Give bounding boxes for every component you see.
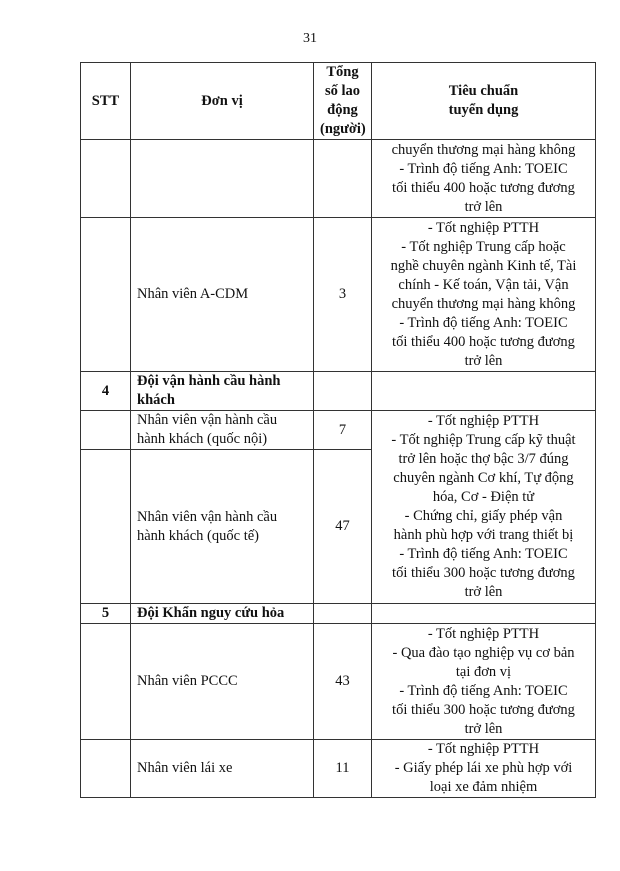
- table-header-row: [81, 63, 596, 140]
- cell-stt: [81, 411, 131, 450]
- cell-criteria: [372, 740, 596, 798]
- criteria-line: - Tốt nghiệp PTTH: [427, 413, 540, 429]
- cell-unit: Đội Khẩn nguy cứu hỏa: [131, 604, 314, 624]
- criteria-line: - Trình độ tiếng Anh: TOEIC: [399, 160, 568, 177]
- cell-unit: Nhân viên PCCC: [131, 624, 314, 740]
- criteria-line: - Chứng chỉ, giấy phép vận: [404, 508, 563, 524]
- table-row: [81, 740, 596, 798]
- criteria-line: chuyên ngành Cơ khí, Tự động: [393, 470, 574, 486]
- criteria-line: trở lên: [464, 352, 503, 369]
- criteria-line: hóa, Cơ - Điện tử: [432, 489, 535, 505]
- criteria-line: trở lên: [464, 720, 503, 737]
- table-row: [81, 140, 596, 218]
- header-criteria-line: tuyển dụng: [448, 102, 519, 118]
- cell-unit: Đội vận hành cầu hành khách: [131, 372, 314, 411]
- criteria-line: - Trình độ tiếng Anh: TOEIC: [399, 682, 568, 699]
- table-row: [81, 218, 596, 372]
- criteria-line: chuyển thương mại hàng không: [391, 295, 576, 312]
- cell-stt: 4: [81, 372, 131, 411]
- cell-count: [314, 604, 372, 624]
- criteria-line: tối thiểu 400 hoặc tương đương: [392, 179, 575, 196]
- criteria-line: nghề chuyên ngành Kinh tế, Tài: [390, 257, 577, 274]
- cell-count: 43: [314, 624, 372, 740]
- cell-unit: Nhân viên A-CDM: [131, 218, 314, 372]
- criteria-line: chính - Kế toán, Vận tải, Vận: [398, 276, 569, 293]
- criteria-line: hành phù hợp với trang thiết bị: [393, 527, 574, 543]
- header-unit: Đơn vị: [131, 63, 314, 140]
- criteria-line: - Trình độ tiếng Anh: TOEIC: [399, 546, 568, 562]
- criteria-line: tối thiểu 400 hoặc tương đương: [392, 333, 575, 350]
- cell-criteria: [372, 218, 596, 372]
- criteria-line: loại xe đảm nhiệm: [429, 779, 538, 795]
- table-row: [81, 624, 596, 740]
- criteria-line: tối thiểu 300 hoặc tương đương: [392, 701, 575, 718]
- cell-stt: [81, 450, 131, 604]
- criteria-line: - Tốt nghiệp PTTH: [427, 625, 540, 642]
- page-number: 31: [303, 31, 317, 46]
- criteria-line: tối thiểu 300 hoặc tương đương: [392, 565, 575, 581]
- cell-criteria: [372, 411, 596, 604]
- cell-count: [314, 140, 372, 218]
- cell-stt: [81, 218, 131, 372]
- cell-count: 7: [314, 411, 372, 450]
- cell-count: [314, 372, 372, 411]
- criteria-line: tại đơn vị: [455, 663, 512, 680]
- criteria-line: - Giấy phép lái xe phù hợp với: [394, 760, 573, 776]
- criteria-line: trở lên: [464, 198, 503, 215]
- table-row: [81, 411, 596, 450]
- cell-criteria: [372, 604, 596, 624]
- cell-stt: [81, 740, 131, 798]
- cell-criteria: [372, 372, 596, 411]
- cell-unit: Nhân viên vận hành cầu hành khách (quốc tế): [131, 450, 314, 604]
- criteria-line: - Trình độ tiếng Anh: TOEIC: [399, 314, 568, 331]
- criteria-line: - Tốt nghiệp Trung cấp kỹ thuật: [391, 432, 576, 448]
- header-total-line: số lao: [324, 83, 361, 99]
- criteria-line: trở lên hoặc thợ bậc 3/7 đúng: [398, 451, 569, 467]
- header-stt: STT: [81, 63, 131, 140]
- cell-criteria: [372, 624, 596, 740]
- criteria-line: - Qua đào tạo nghiệp vụ cơ bản: [392, 644, 575, 661]
- criteria-line: - Tốt nghiệp PTTH: [427, 741, 540, 757]
- cell-stt: [81, 140, 131, 218]
- recruitment-table: [80, 62, 596, 798]
- header-total-line: Tổng: [326, 64, 359, 80]
- header-total-line: động: [327, 102, 358, 118]
- section-row: [81, 604, 596, 624]
- header-total: [314, 63, 372, 140]
- header-criteria-line: Tiêu chuẩn: [448, 83, 519, 99]
- cell-criteria: [372, 140, 596, 218]
- criteria-line: - Tốt nghiệp PTTH: [427, 219, 540, 236]
- cell-unit: Nhân viên lái xe: [131, 740, 314, 798]
- section-row: [81, 372, 596, 411]
- cell-stt: [81, 624, 131, 740]
- header-total-line: (người): [320, 121, 366, 137]
- cell-stt: 5: [81, 604, 131, 624]
- cell-count: 47: [314, 450, 372, 604]
- criteria-line: - Tốt nghiệp Trung cấp hoặc: [401, 238, 566, 255]
- criteria-line: trở lên: [464, 584, 503, 600]
- cell-count: 11: [314, 740, 372, 798]
- cell-unit: [131, 140, 314, 218]
- criteria-line: chuyển thương mại hàng không: [391, 141, 576, 158]
- cell-count: 3: [314, 218, 372, 372]
- cell-unit: Nhân viên vận hành cầu hành khách (quốc nội): [131, 411, 314, 450]
- header-criteria: [372, 63, 596, 140]
